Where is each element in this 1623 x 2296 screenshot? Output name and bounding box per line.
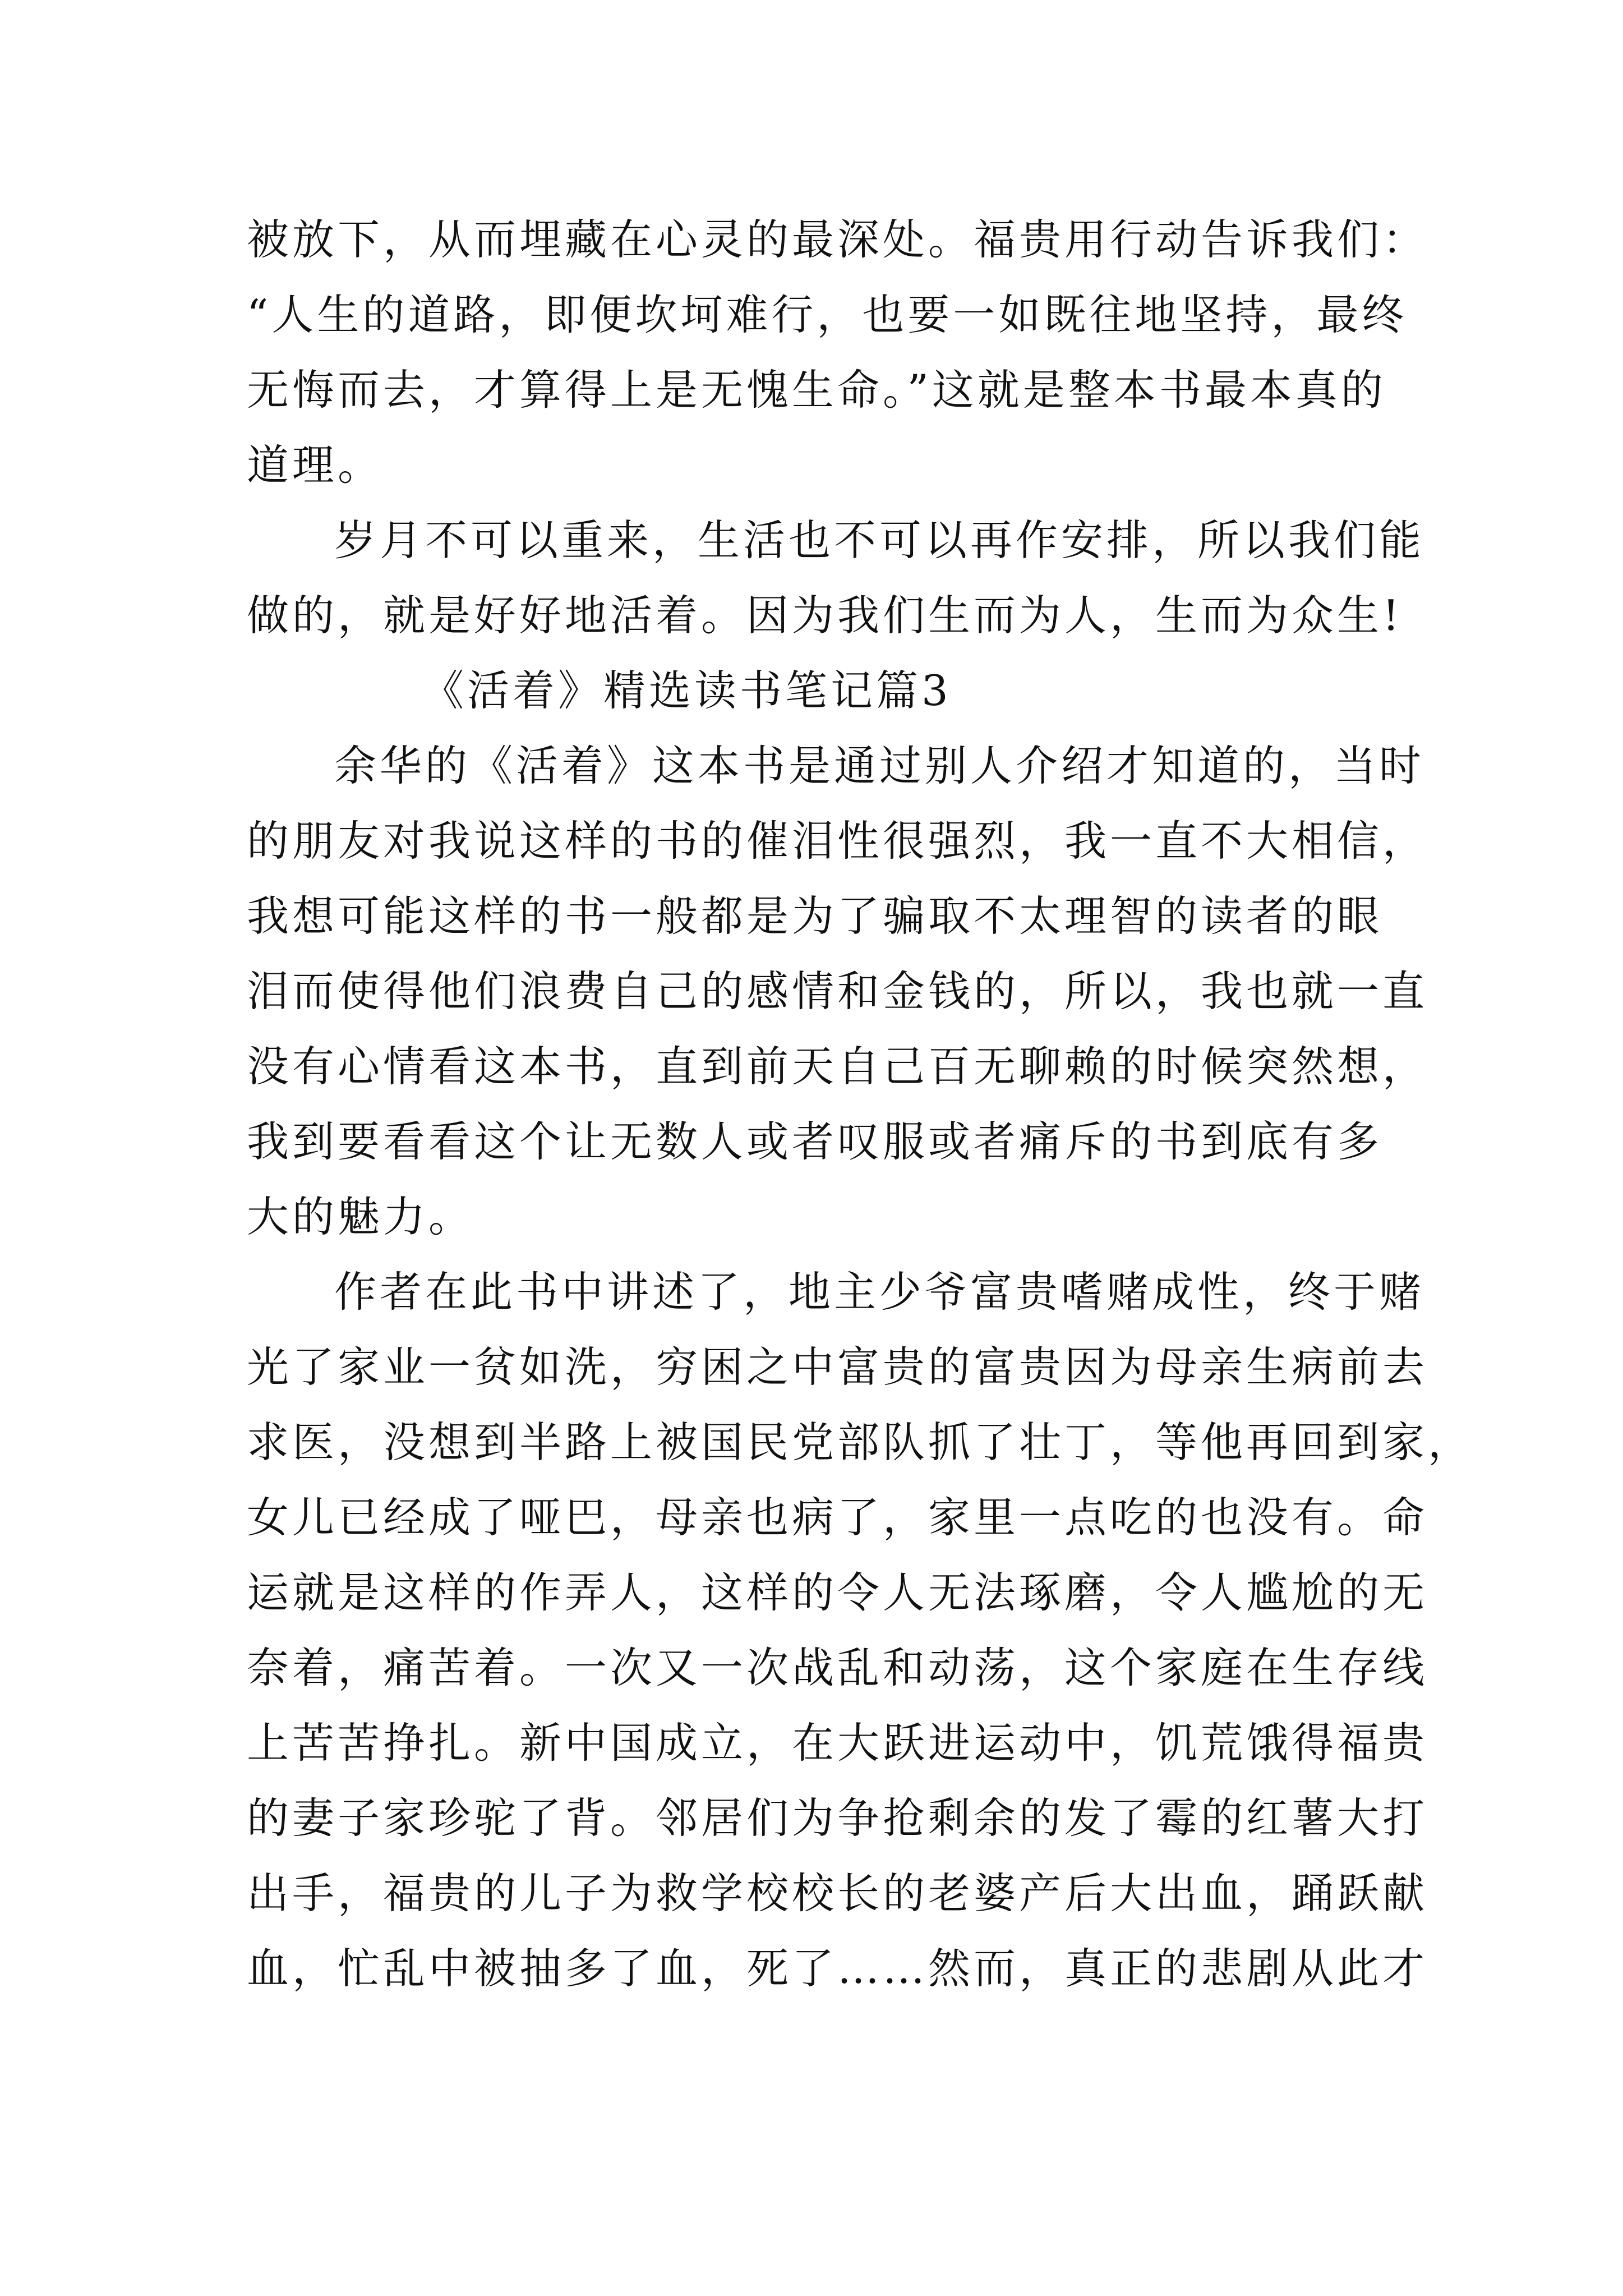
text-line: 道理。	[247, 440, 384, 490]
text-line: 女儿已经成了哑巴，母亲也病了，家里一点吃的也没有。命	[247, 1493, 1428, 1542]
text-line: 血，忙乱中被抽多了血，死了……然而，真正的悲剧从此才	[247, 1944, 1428, 1993]
text-line: 上苦苦挣扎。新中国成立，在大跃进运动中，饥荒饿得福贵	[247, 1718, 1428, 1768]
text-line: 岁月不可以重来，生活也不可以再作安排，所以我们能	[334, 516, 1425, 565]
text-line: 出手，福贵的儿子为救学校校长的老婆产后大出血，踊跃献	[247, 1869, 1428, 1918]
text-line: 光了家业一贫如洗，穷困之中富贵的富贵因为母亲生病前去	[247, 1342, 1428, 1392]
paragraph-1	[247, 202, 1428, 503]
text-line: 余华的《活着》这本书是通过别人介绍才知道的，当时	[334, 741, 1425, 790]
section-heading	[247, 653, 1391, 728]
text-line: 作者在此书中讲述了，地主少爷富贵嗜赌成性，终于赌	[334, 1267, 1425, 1317]
text-line: 的朋友对我说这样的书的催泪性很强烈，我一直不大相信，	[247, 816, 1428, 866]
text-line: 做的，就是好好地活着。因为我们生而为人，生而为众生!	[247, 591, 1403, 640]
text-line: 被放下，从而埋藏在心灵的最深处。福贵用行动告诉我们：	[247, 215, 1428, 264]
text-line: 泪而使得他们浪费自己的感情和金钱的，所以，我也就一直	[247, 967, 1428, 1016]
paragraph-2	[247, 503, 1425, 653]
text-line: 大的魅力。	[247, 1192, 474, 1241]
text-line: 求医，没想到半路上被国民党部队抓了壮丁，等他再回到家，	[247, 1418, 1474, 1467]
text-line: 奈着，痛苦着。一次又一次战乱和动荡，这个家庭在生存线	[247, 1643, 1428, 1692]
text-line: 没有心情看这本书，直到前天自己百无聊赖的时候突然想，	[247, 1042, 1428, 1091]
text-line: 运就是这样的作弄人，这样的令人无法琢磨，令人尴尬的无	[247, 1568, 1428, 1617]
text-line: 我想可能这样的书一般都是为了骗取不太理智的读者的眼	[247, 891, 1383, 941]
paragraph-4	[247, 1254, 1474, 2006]
text-line: 我到要看看这个让无数人或者叹服或者痛斥的书到底有多	[247, 1117, 1383, 1166]
section-heading-text: 《活着》精选读书笔记篇3	[422, 666, 952, 715]
document-body	[247, 202, 1474, 2006]
text-line: 的妻子家珍驼了背。邻居们为争抢剩余的发了霉的红薯大打	[247, 1793, 1428, 1843]
text-line: “人生的道路，即便坎坷难行，也要一如既往地坚持，最终	[247, 290, 1408, 339]
paragraph-3	[247, 728, 1428, 1254]
text-line: 无悔而去，才算得上是无愧生命。”这就是整本书最本真的	[247, 365, 1386, 415]
